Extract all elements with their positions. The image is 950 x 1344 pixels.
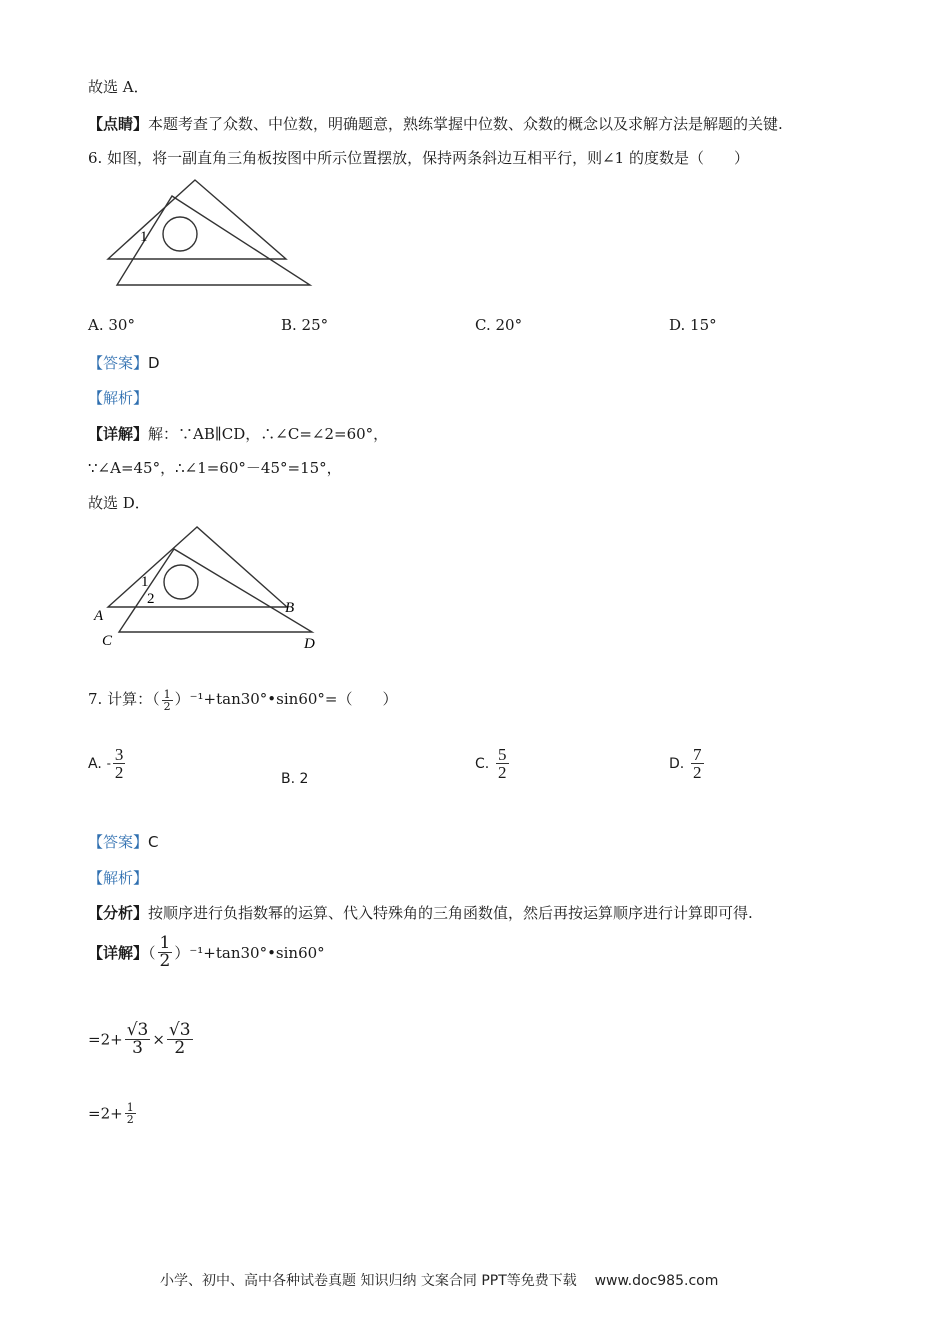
q7-option-a-fraction: $\frac{3}{2}$	[114, 745, 124, 782]
detail-6-line1	[88, 423, 388, 444]
detail-6-line2: ∵∠A=45°，∴∠1=60°－45°=15°，	[88, 459, 342, 477]
q7-fraction-half: $\frac{1}{2}$	[163, 687, 171, 713]
angle-2-label: 2	[147, 591, 155, 607]
answer-7-tag: 【答案】	[88, 833, 149, 851]
answer-6	[88, 352, 160, 373]
answer-6-tag: 【答案】	[88, 354, 149, 372]
note-text: 本题考查了众数、中位数，明确题意，熟练掌握中位数、众数的概念以及求解方法是解题的关键.	[148, 115, 783, 133]
figure-q6	[100, 175, 320, 293]
footer-text: 小学、初中、高中各种试卷真题 知识归纳 文案合同 PPT等免费下载	[160, 1273, 577, 1289]
q6-option-b: B. 25°	[281, 316, 329, 334]
q7-prefix: 7. 计算：（	[88, 690, 160, 708]
q7-option-c-fraction: $\frac{5}{2}$	[498, 745, 507, 782]
q7-option-d-fraction: $\frac{7}{2}$	[693, 745, 702, 782]
analysis-6-tag: 【解析】	[88, 389, 149, 407]
note-line	[88, 113, 783, 134]
q7-option-a: A. - $\frac{3}{2}$	[88, 745, 124, 782]
point-a-label: A	[94, 608, 104, 624]
q7-option-c: C. $\frac{5}{2}$	[475, 745, 507, 782]
triangle-45	[108, 180, 286, 259]
footer-site-link[interactable]: www.doc985.com	[594, 1273, 719, 1289]
analysis-7-text: 按顺序进行负指数幂的运算、代入特殊角的三角函数值，然后再按运算顺序进行计算即可得.	[148, 904, 753, 922]
answer-7	[88, 831, 159, 852]
point-d-label: D	[304, 636, 315, 652]
footer	[160, 1270, 718, 1290]
answer-7-value: C	[148, 833, 159, 851]
q7-suffix: ）⁻¹+tan30°•sin60°=（ ）	[174, 690, 398, 708]
note-tag: 【点睛】	[88, 115, 149, 133]
question-7	[88, 688, 397, 712]
detail-7-line1: 【详解】（ $\frac{1}{2}$ ）⁻¹+tan30°•sin60°	[88, 933, 325, 971]
analysis-7-line	[88, 902, 753, 923]
figure-q6-solution	[92, 522, 332, 652]
detail-7-tag: 【详解】	[88, 944, 149, 962]
analysis-7-tag: 【解析】	[88, 869, 149, 887]
sqrt3-over-2: $\frac{√3}{2}$	[168, 1020, 191, 1058]
detail-6-line3: 故选 D．	[88, 494, 150, 512]
triangle-45	[108, 527, 287, 607]
detail-6-tag: 【详解】	[88, 425, 149, 443]
q6-option-a: A. 30°	[88, 316, 135, 334]
detail-7-step2: =2+ $\frac{1}{2}$	[88, 1101, 134, 1126]
point-c-label: C	[102, 633, 113, 649]
point-b-label: B	[285, 600, 295, 616]
detail-6-text: 解：∵AB∥CD，∴∠C=∠2=60°，	[148, 425, 389, 443]
triangle-hole	[164, 565, 198, 599]
half-fraction: $\frac{1}{2}$	[126, 1101, 134, 1126]
detail-7-step1: =2+ $\frac{√3}{3}$ × $\frac{√3}{2}$	[88, 1020, 191, 1058]
triangle-hole	[163, 217, 197, 251]
angle-1-label: 1	[141, 574, 149, 590]
detail-7-fraction-half: $\frac{1}{2}$	[159, 933, 171, 971]
q7-option-b: B. 2	[281, 771, 309, 787]
answer-6-value: D	[148, 354, 160, 372]
q6-option-d: D. 15°	[669, 316, 717, 334]
angle-1-label: 1	[140, 229, 148, 245]
analysis-7-label: 【分析】	[88, 904, 149, 922]
q7-option-d: D. $\frac{7}{2}$	[669, 745, 702, 782]
q6-option-c: C. 20°	[475, 316, 523, 334]
conclusion-line: 故选 A．	[88, 78, 149, 96]
question-6: 6. 如图，将一副直角三角板按图中所示位置摆放，保持两条斜边互相平行，则∠1 的度数是（ ）	[88, 149, 749, 167]
sqrt3-over-3: $\frac{√3}{3}$	[126, 1020, 149, 1058]
